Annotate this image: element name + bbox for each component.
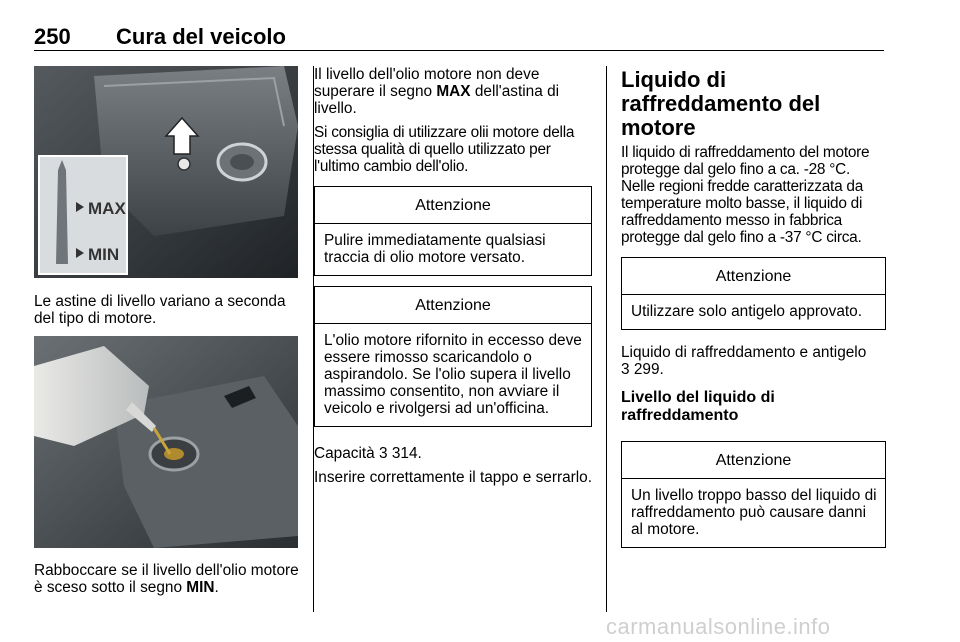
coolant-reference-label: Liquido di raffreddamento e antigelo (621, 344, 867, 361)
max-label: MAX (88, 199, 126, 218)
caption-oil-refill-text (34, 562, 300, 596)
capacity-reference (314, 445, 592, 462)
oil-max-bold: MAX (436, 83, 471, 100)
notice-oil-overfill-body: L'olio motore rifornito in eccesso deve essere rimosso scaricandolo o aspirandolo. Se l'olio supera il livello massimo consentito, non avviare il veicolo e rivolgersi ad un'officina. (324, 332, 582, 417)
column-divider-2 (606, 66, 607, 612)
page-header (34, 24, 884, 50)
caption-oil-refill-post: . (214, 579, 219, 596)
notice-oil-spill (314, 186, 592, 276)
caption-oil-refill-min: MIN (186, 579, 215, 596)
min-label: MIN (88, 245, 120, 264)
notice-antifreeze-title: Attenzione (622, 258, 885, 295)
coolant-paragraph: Il liquido di raffreddamento del motore protegge dal gelo fino a ca. -28 °C. Nelle regioni fredde caratterizzata da temperature molto basse, il liquido di raffreddamento messo in fabbrica protegge dal gelo fino a -37 °C circa. (621, 144, 870, 246)
coolant-level-subheading: Livello del liquido di raffreddamento (621, 389, 775, 424)
caption-oil-refill (34, 562, 300, 603)
cap-instruction: Inserire correttamente il tappo e serrarlo. (314, 469, 593, 486)
notice-coolant-low-title: Attenzione (622, 442, 885, 479)
coolant-heading: Liquido di raffreddamento del motore (621, 67, 821, 140)
page-ref-icon: 3 (621, 361, 630, 378)
notice-oil-spill-body: Pulire immediatamente qualsiasi traccia di olio motore versato. (324, 232, 546, 266)
notice-antifreeze (621, 257, 886, 330)
capacity-label: Capacità (314, 445, 375, 462)
oil-max-pre: Il livello dell'olio motore non deve superare il segno (314, 66, 540, 100)
coolant-antifreeze-reference (621, 344, 886, 378)
oil-filling-photo (34, 336, 298, 548)
notice-oil-overfill (314, 286, 592, 427)
caption-dipstick (34, 293, 300, 334)
caption-dipstick-text: Le astine di livello variano a seconda del tipo di motore. (34, 293, 286, 327)
section-title: Cura del veicolo (116, 24, 286, 49)
engine-dipstick-illustration (34, 66, 298, 278)
watermark: carmanualsonline.info (606, 614, 831, 639)
page-number: 250 (34, 24, 71, 49)
oil-max-post: dell'astina di livello. (314, 83, 560, 117)
oil-quality-paragraph: Si consiglia di utilizzare olii motore della stessa qualità di quello utilizzato per l'ultimo cambio dell'olio. (314, 124, 575, 175)
coolant-page-link[interactable]: 299. (633, 361, 664, 378)
header-rule (34, 50, 884, 51)
notice-oil-spill-title: Attenzione (315, 187, 591, 224)
column-2 (313, 66, 592, 493)
oil-filling-illustration (34, 336, 298, 548)
caption-oil-refill-pre: Rabboccare se il livello dell'olio motore è sceso sotto il segno (34, 562, 299, 596)
capacity-page-link[interactable]: 314. (391, 445, 422, 462)
notice-antifreeze-body: Utilizzare solo antigelo approvato. (631, 303, 862, 320)
oil-max-paragraph (314, 66, 592, 117)
notice-coolant-low-body: Un livello troppo basso del liquido di raffreddamento può causare danni al motore. (631, 487, 877, 538)
notice-oil-overfill-title: Attenzione (315, 287, 591, 324)
column-3 (621, 68, 886, 558)
notice-coolant-low (621, 441, 886, 548)
page-ref-icon: 3 (379, 445, 388, 462)
engine-dipstick-photo (34, 66, 298, 278)
